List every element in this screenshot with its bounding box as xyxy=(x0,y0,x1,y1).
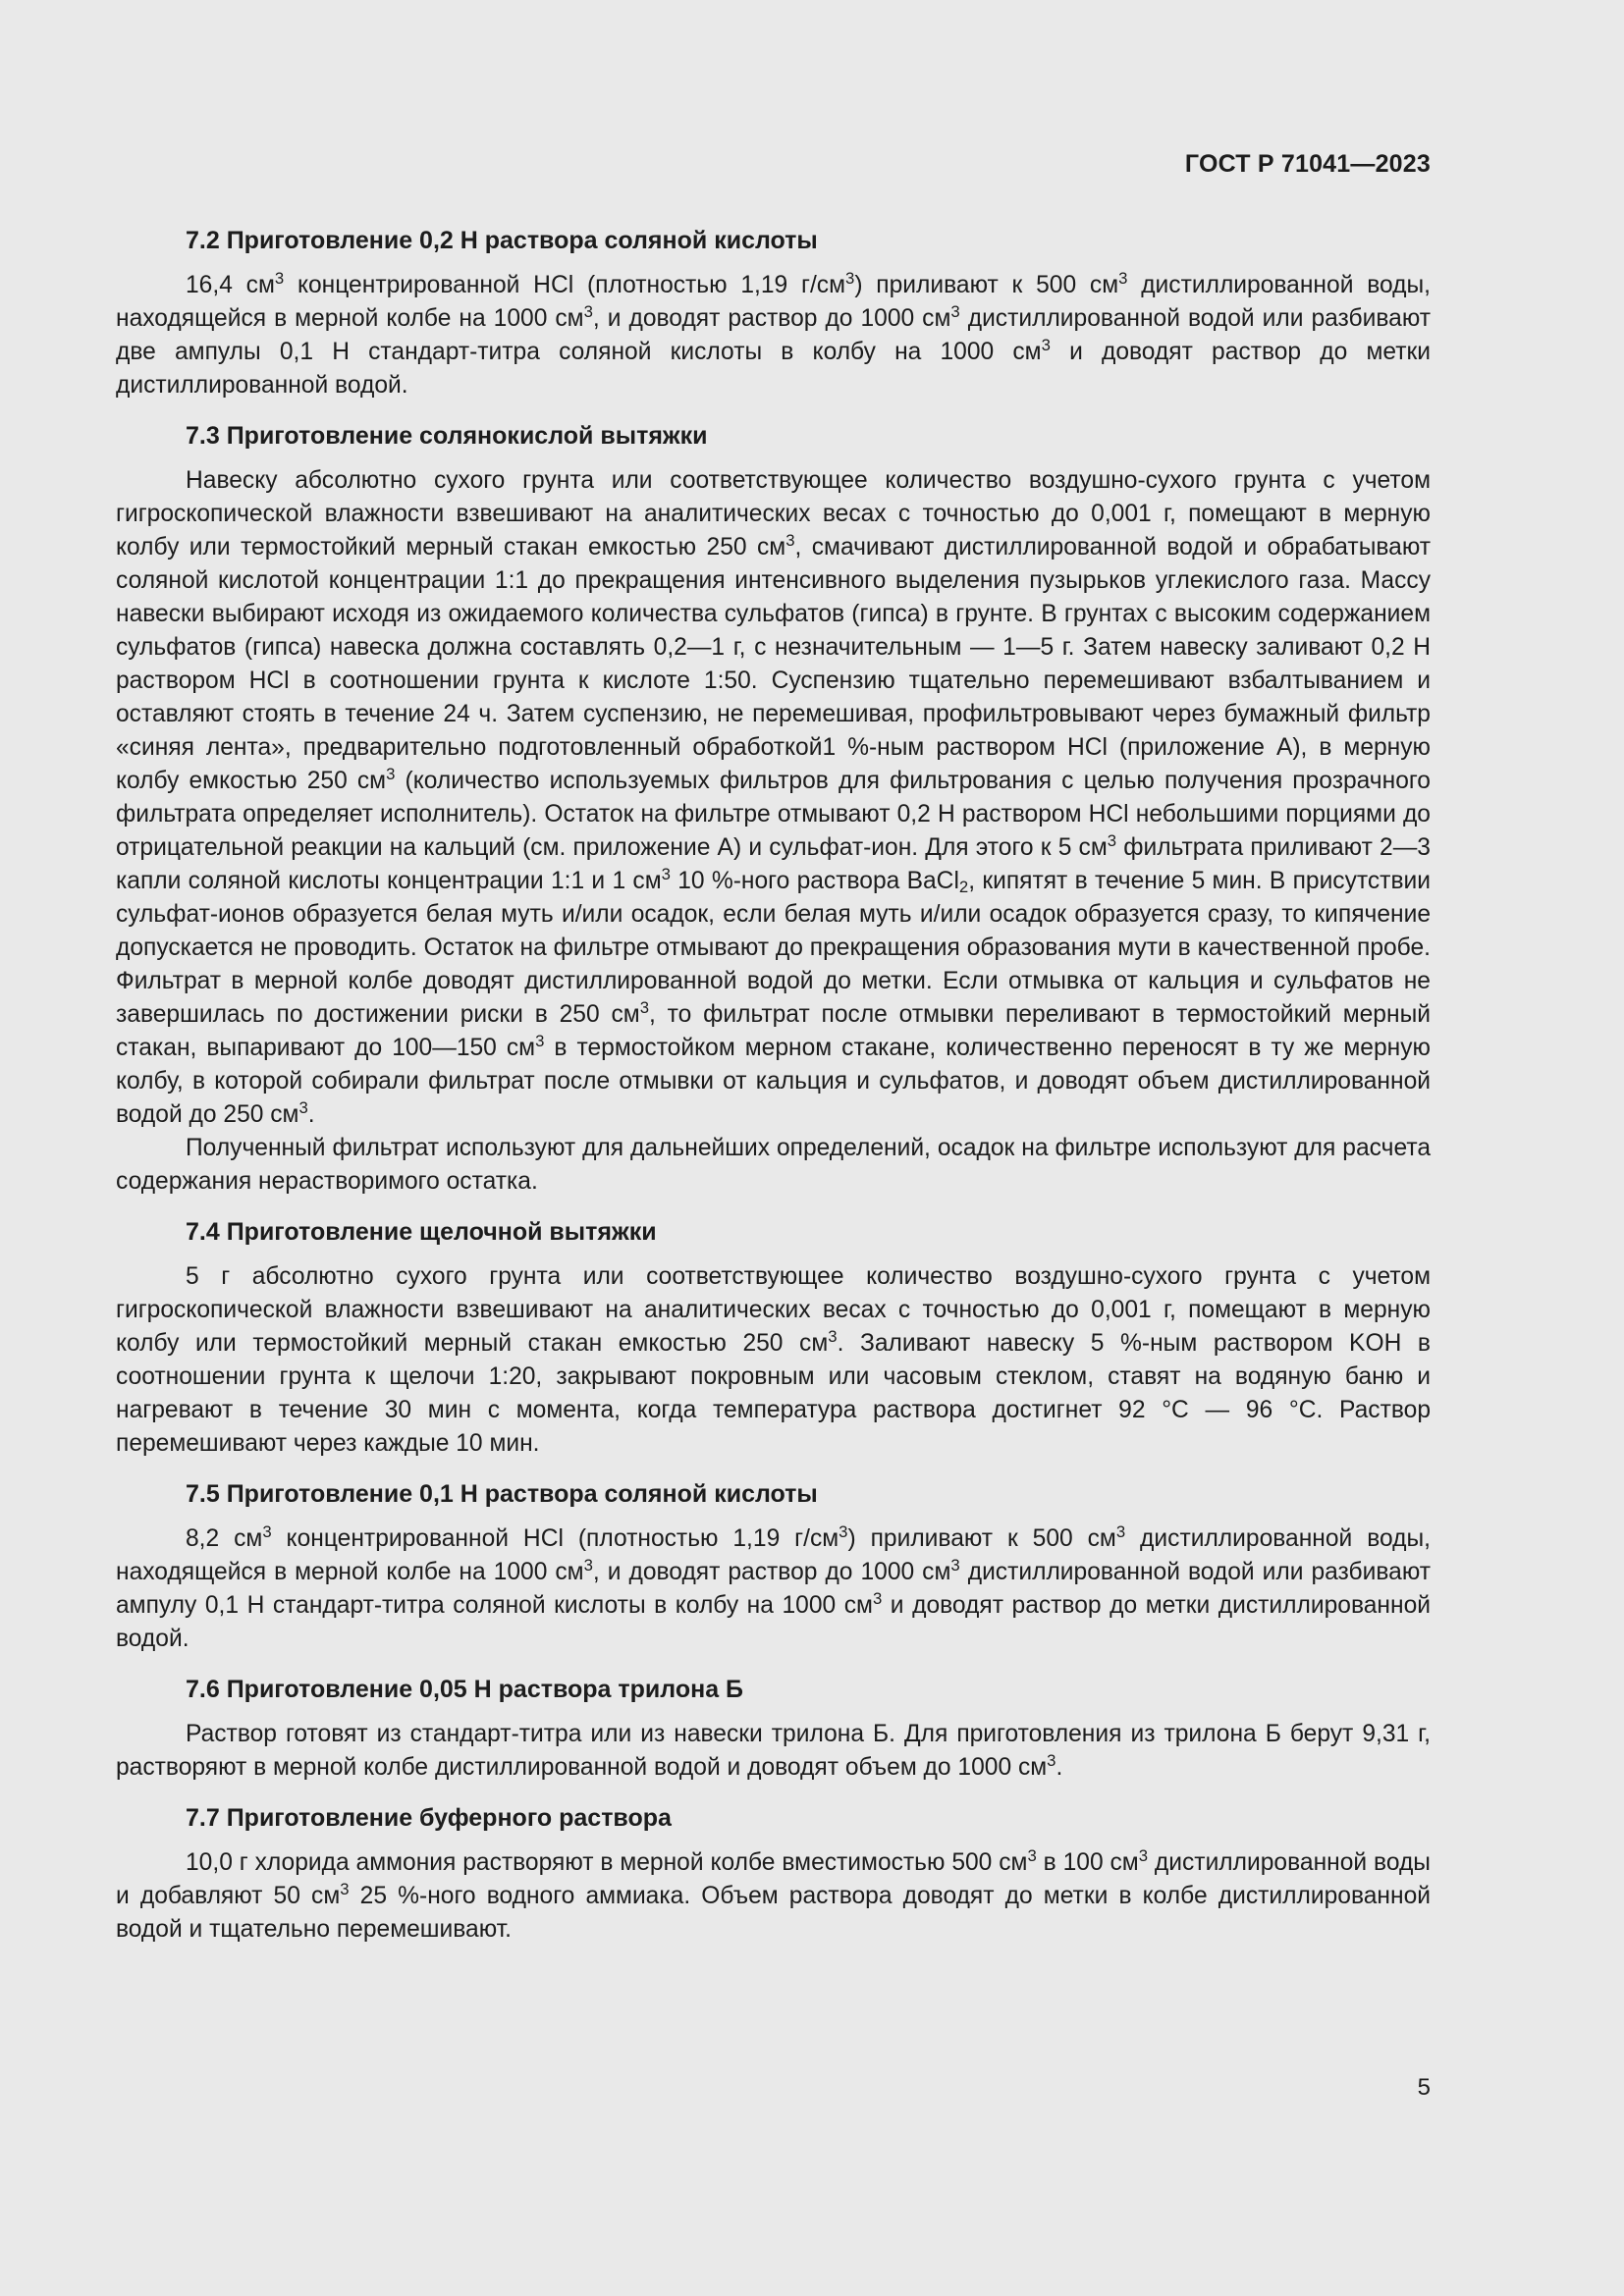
document-body xyxy=(116,224,1431,1963)
section-7-4 xyxy=(116,1215,1431,1461)
document-header: ГОСТ Р 71041—2023 xyxy=(1184,150,1431,178)
section-7-5 xyxy=(116,1477,1431,1656)
section-paragraph: 10,0 г хлорида аммония растворяют в мерной колбе вместимостью 500 $см^3$ в 100 $см^3$ дистиллированной воды и добавляют 50 $см^3$ 25 %-ного водного аммиака. Объем раствора доводят до метки в колбе дистиллированной водой и тщательно перемешивают. xyxy=(116,1845,1431,1943)
section-heading: 7.6 Приготовление 0,05 Н раствора трилона Б xyxy=(186,1676,744,1703)
section-paragraph: 16,4 $см^3$ концентрированной НСl (плотностью 1,19 $г/см^3$) приливают к 500 $см^3$ дистиллированной воды, находящейся в мерной колбе на 1000 $см^3$, и доводят раствор до 1000 $см^3$ дистиллированной водой или разбивают две ампулы 0,1 Н стандарт-титра соляной кислоты в колбу на 1000 $см^3$ и доводят раствор до метки дистиллированной водой. xyxy=(116,268,1432,399)
section-paragraph: Раствор готовят из стандарт-титра или из навески трилона Б. Для приготовления из трилона Б берут 9,31 г, растворяют в мерной колбе дистиллированной водой и доводят объем до 1000 $см^3$. xyxy=(116,1721,1431,1781)
section-7-6 xyxy=(116,1673,1431,1785)
section-paragraph: Полученный фильтрат используют для дальнейших определений, осадок на фильтре используют для расчета содержания нерастворимого остатка. xyxy=(116,1135,1431,1195)
section-7-2 xyxy=(116,224,1431,402)
section-heading: 7.5 Приготовление 0,1 Н раствора соляной кислоты xyxy=(186,1480,818,1508)
section-heading: 7.7 Приготовление буферного раствора xyxy=(186,1804,672,1832)
section-7-7 xyxy=(116,1801,1431,1947)
section-paragraph: Навеску абсолютно сухого грунта или соответствующее количество воздушно-сухого грунта с учетом гигроскопической влажности взвешивают на аналитических весах с точностью до 0,001 г, помещают в мерную колбу или термостойкий мерный стакан емкостью 250 $см^3$, смачивают дистиллированной водой и обрабатывают соляной кислотой концентрации 1:1 до прекращения интенсивного выделения пузырьков углекислого газа. Массу навески выбирают исходя из ожидаемого количества сульфатов (гипса) в грунте. В грунтах с высоким содержанием сульфатов (гипса) навеска должна составлять 0,2—1 г, с незначительным — 1—5 г. Затем навеску заливают 0,2 Н раствором НСl в соотношении грунта к кислоте 1:50. Суспензию тщательно перемешивают взбалтыванием и оставляют стоять в течение 24 ч. Затем суспензию, не перемешивая, профильтровывают через бумажный фильтр «синяя лента», предварительно подготовленный обработкой1 %-ным раствором НСl (приложение А), в мерную колбу емкостью 250 $см^3$ (количество используемых фильтров для фильтрования с целью получения прозрачного фильтрата определяет исполнитель). Остаток на фильтре отмывают 0,2 Н раствором НСl небольшими порциями до отрицательной реакции на кальций (см. приложение А) и сульфат-ион. Для этого к 5 $см^3$ фильтрата приливают 2—3 капли соляной кислоты концентрации 1:1 и 1 $см^3$ 10 %-ного раствора BaCl$_2$, кипятят в течение 5 мин. В присутствии сульфат-ионов образуется белая муть и/или осадок, если белая муть и/или осадок образуется сразу, то кипячение допускается не проводить. Остаток на фильтре отмывают до прекращения образования мути в качественной пробе. Фильтрат в мерной колбе доводят дистиллированной водой до метки. Если отмывка от кальция и сульфатов не завершилась по достижении риски в 250 $см^3$, то фильтрат после отмывки переливают в термостойкий мерный стакан, выпаривают до 100—150 $см^3$ в термостойком мерном стакане, количественно переносят в ту же мерную колбу, в которой собирали фильтрат после отмывки от кальция и сульфатов, и доводят объем дистиллированной водой до 250 $см^3$. xyxy=(116,467,1432,1128)
section-paragraph: 5 г абсолютно сухого грунта или соответствующее количество воздушно-сухого грунта с учетом гигроскопической влажности взвешивают на аналитических весах с точностью до 0,001 г, помещают в мерную колбу или термостойкий мерный стакан емкостью 250 $см^3$. Заливают навеску 5 %-ным раствором KOH в соотношении грунта к щелочи 1:20, закрывают покровным или часовым стеклом, ставят на водяную баню и нагревают в течение 30 мин с момента, когда температура раствора достигнет 92 °C — 96 °C. Раствор перемешивают через каждые 10 мин. xyxy=(116,1263,1431,1457)
section-7-3 xyxy=(116,419,1431,1199)
section-paragraph: 8,2 $см^3$ концентрированной НСl (плотностью 1,19 $г/см^3$) приливают к 500 $см^3$ дистиллированной воды, находящейся в мерной колбе на 1000 $см^3$, и доводят раствор до 1000 $см^3$ дистиллированной водой или разбивают ампулу 0,1 Н стандарт-титра соляной кислоты в колбу на 1000 $см^3$ и доводят раствор до метки дистиллированной водой. xyxy=(116,1522,1432,1652)
section-heading: 7.3 Приготовление солянокислой вытяжки xyxy=(186,422,708,450)
section-heading: 7.2 Приготовление 0,2 Н раствора соляной кислоты xyxy=(186,227,818,254)
section-heading: 7.4 Приготовление щелочной вытяжки xyxy=(186,1218,657,1246)
page-number: 5 xyxy=(1417,2074,1431,2101)
